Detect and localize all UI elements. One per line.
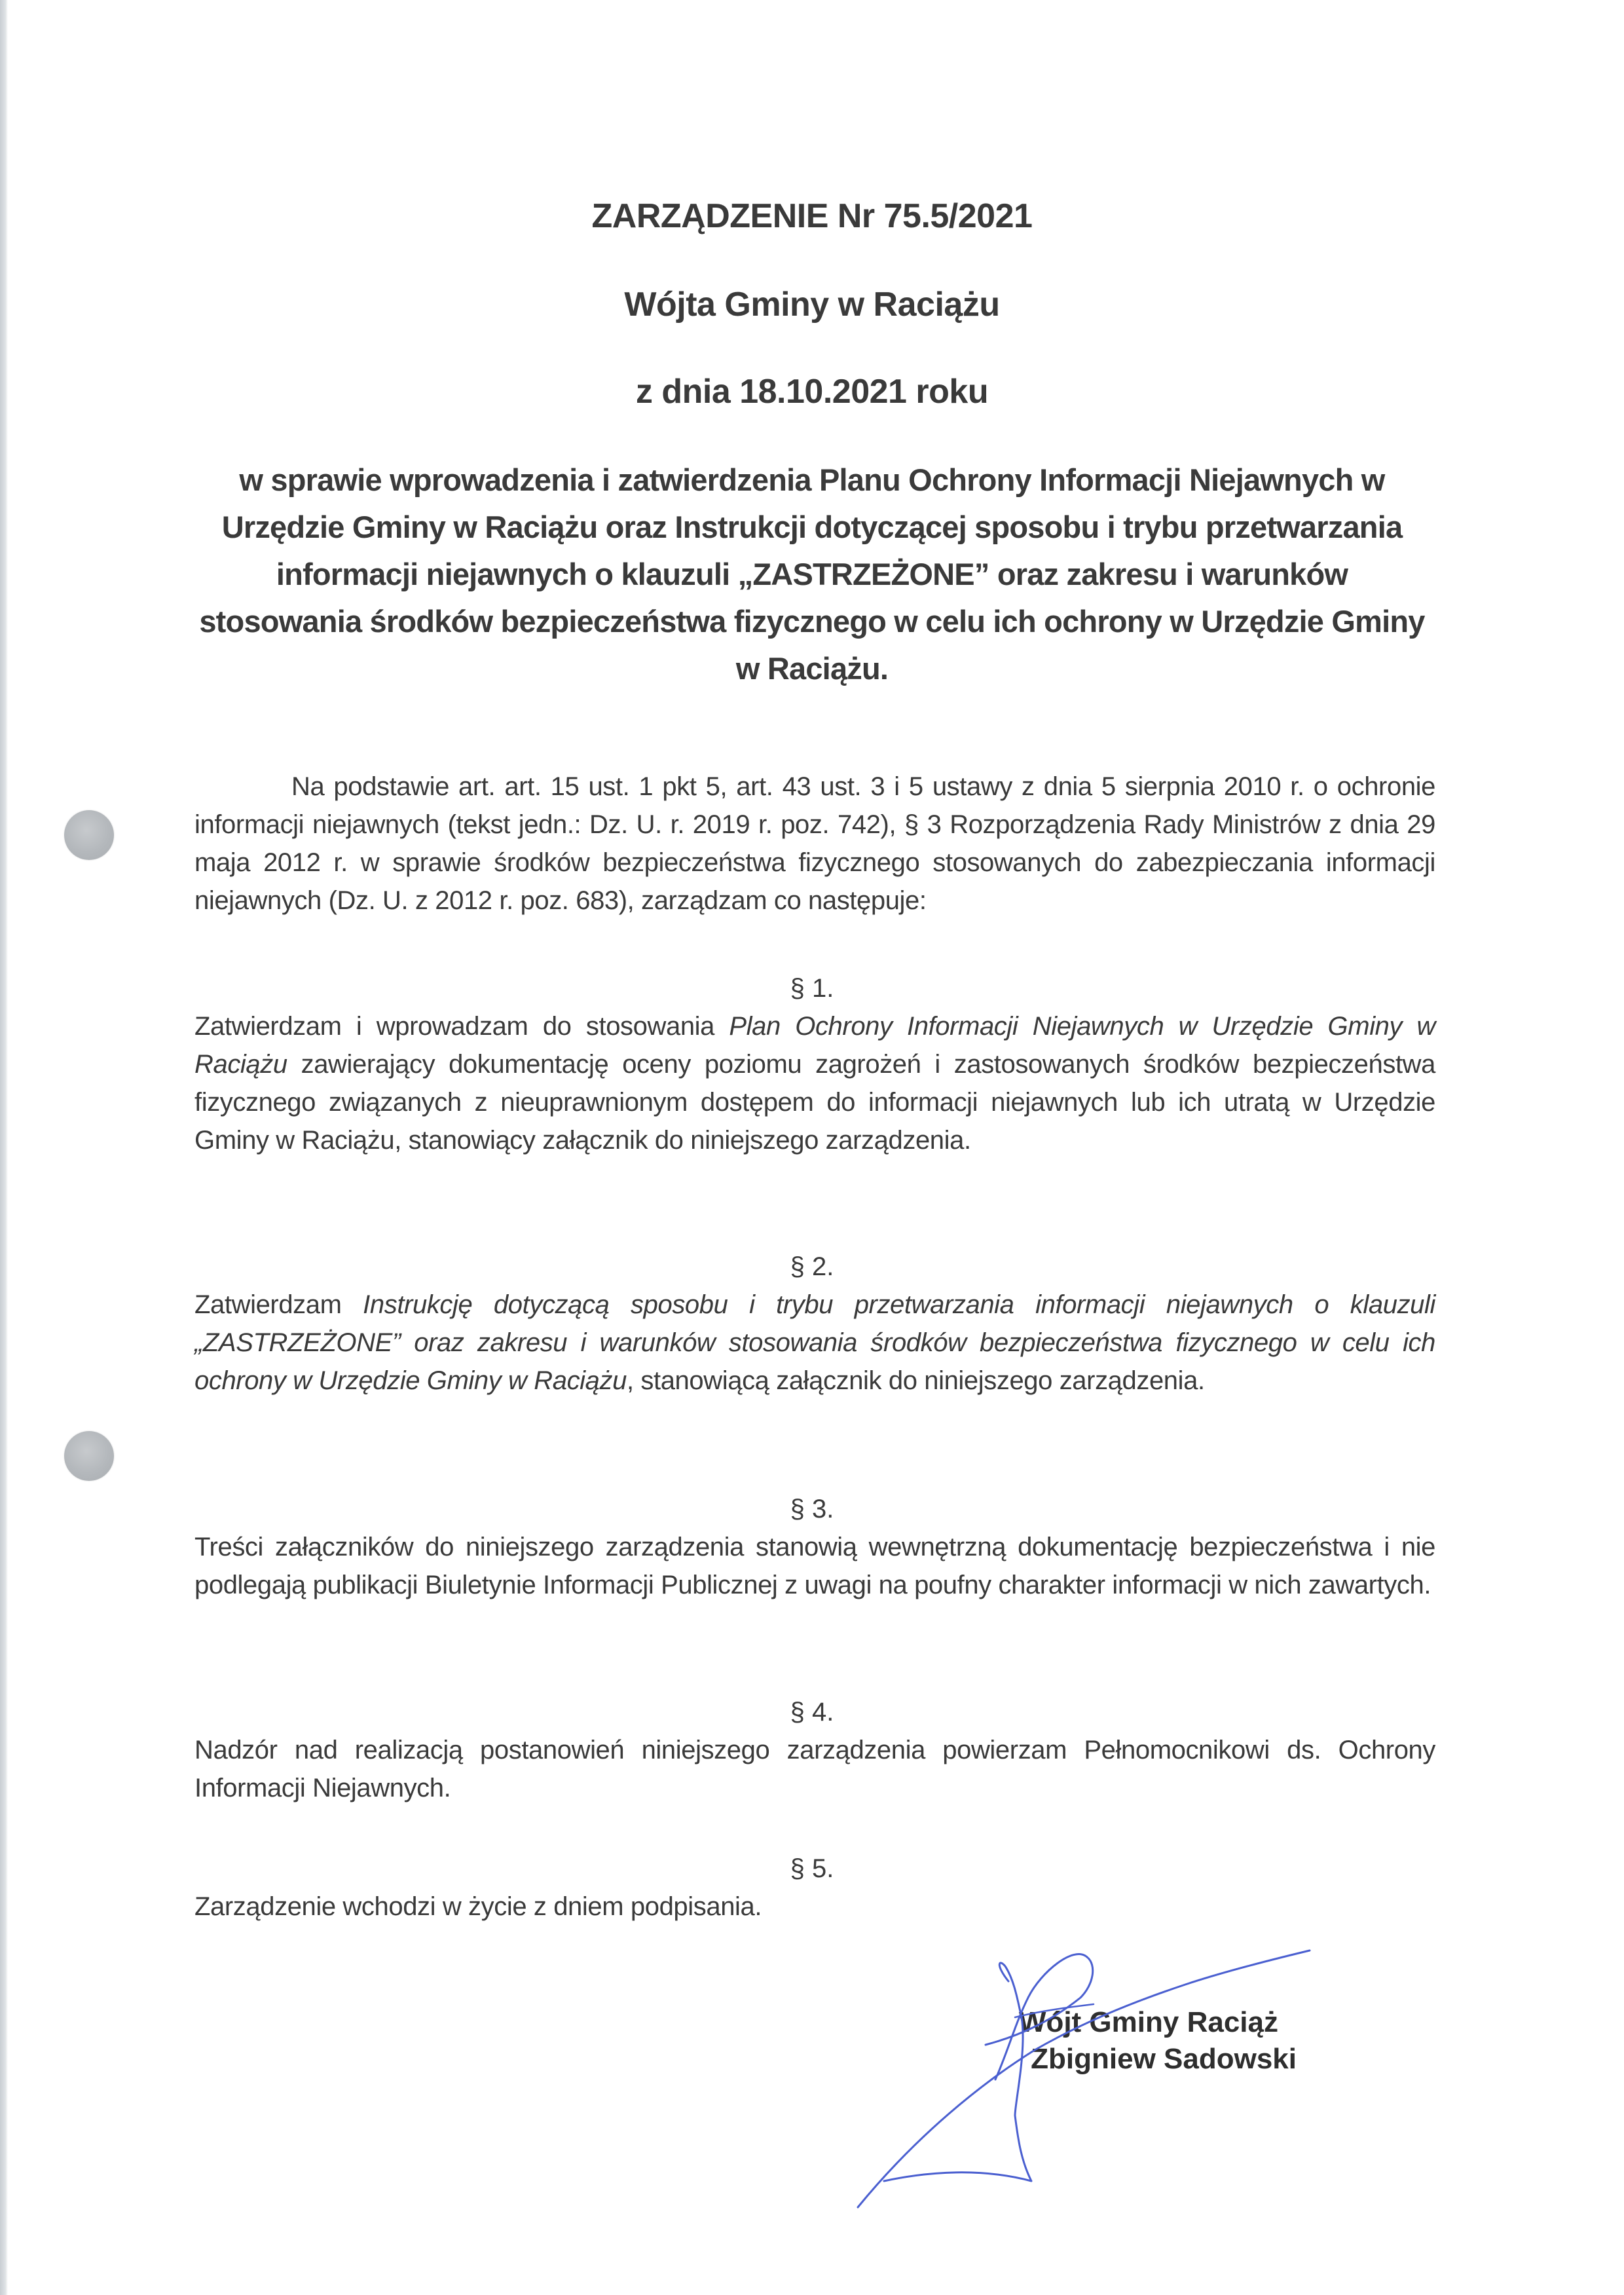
punch-hole-bottom [64, 1431, 114, 1481]
section-heading-3: § 3. [790, 1495, 834, 1523]
scanned-page-edge [0, 0, 8, 2295]
legal-basis-preamble: Na podstawie art. art. 15 ust. 1 pkt 5, art. 43 ust. 3 i 5 ustawy z dnia 5 sierpnia 2010 r. o ochronie informacji niejawnych (tekst jedn.: Dz. U. r. 2019 r. poz. 742), § 3 Rozporządzenia Rady Ministrów z dnia 29 maja 2012 r. w sprawie środków bezpieczeństwa fizycznego stosowanych do zabezpieczania informacji niejawnych (Dz. U. z 2012 r. poz. 683), zarządzam co następuje: [194, 772, 1435, 915]
section-1-text-after: zawierający dokumentację oceny poziomu zagrożeń i zastosowanych środków bezpieczeństwa fizycznego związanych z nieuprawnionym dostępem do informacji niejawnych lub ich utratą w Urzędzie Gminy w Raciążu, stanowiący załącznik do niniejszego zarządzenia. [194, 1050, 1435, 1155]
section-heading-4: § 4. [790, 1698, 834, 1726]
section-heading-1: § 1. [790, 974, 834, 1003]
section-text-2 [194, 1286, 1435, 1400]
section-heading-2: § 2. [790, 1252, 834, 1281]
section-text-1 [194, 1007, 1435, 1159]
document-date: z dnia 18.10.2021 roku [635, 373, 989, 411]
section-2-instruction-title: Instrukcję dotyczącą sposobu i trybu przetwarzania informacji niejawnych o klauzuli „ZASTRZEŻONE” oraz zakresu i warunków stosowania środków bezpieczeństwa fizycznego w celu ich ochrony w Urzędzie Gminy w Raciążu [194, 1290, 1435, 1395]
issuing-authority: Wójta Gminy w Raciążu [624, 286, 1000, 324]
signatory-role: Wójt Gminy Raciąż [1018, 2006, 1278, 2038]
handwritten-signature [819, 1919, 1342, 2214]
signature-stroke [858, 1950, 1310, 2207]
section-2-text-before: Zatwierdzam [194, 1290, 363, 1319]
section-1-text-before: Zatwierdzam i wprowadzam do stosowania [194, 1012, 729, 1041]
section-1-plan-title: Plan Ochrony Informacji Niejawnych w Urzędzie Gminy w Raciążu [194, 1012, 1435, 1079]
section-text-3: Treści załączników do niniejszego zarządzenia stanowią wewnętrzną dokumentację bezpieczeństwa i nie podlegają publikacji Biuletynie Informacji Publicznej z uwagi na poufny charakter informacji w nich zawartych. [194, 1533, 1435, 1599]
document-title: ZARZĄDZENIE Nr 75.5/2021 [591, 197, 1033, 235]
section-text-4: Nadzór nad realizacją postanowień niniejszego zarządzenia powierzam Pełnomocnikowi ds. Ochrony Informacji Niejawnych. [194, 1736, 1435, 1802]
section-2-text-after: , stanowiącą załącznik do niniejszego zarządzenia. [626, 1366, 1205, 1395]
section-heading-5: § 5. [790, 1854, 834, 1883]
document-subject: w sprawie wprowadzenia i zatwierdzenia Planu Ochrony Informacji Niejawnych w Urzędzie Gminy w Raciążu oraz Instrukcji dotyczącej sposobu i trybu przetwarzania informacji niejawnych o klauzuli „ZASTRZEŻONE” oraz zakresu i warunków stosowania środków bezpieczeństwa fizycznego w celu ich ochrony w Urzędzie Gminy w Raciążu. [199, 462, 1425, 686]
signatory-name: Zbigniew Sadowski [1031, 2043, 1297, 2075]
section-text-5: Zarządzenie wchodzi w życie z dniem podpisania. [194, 1892, 762, 1921]
signature-stroke [884, 1963, 1031, 2181]
punch-hole-top [64, 810, 114, 860]
